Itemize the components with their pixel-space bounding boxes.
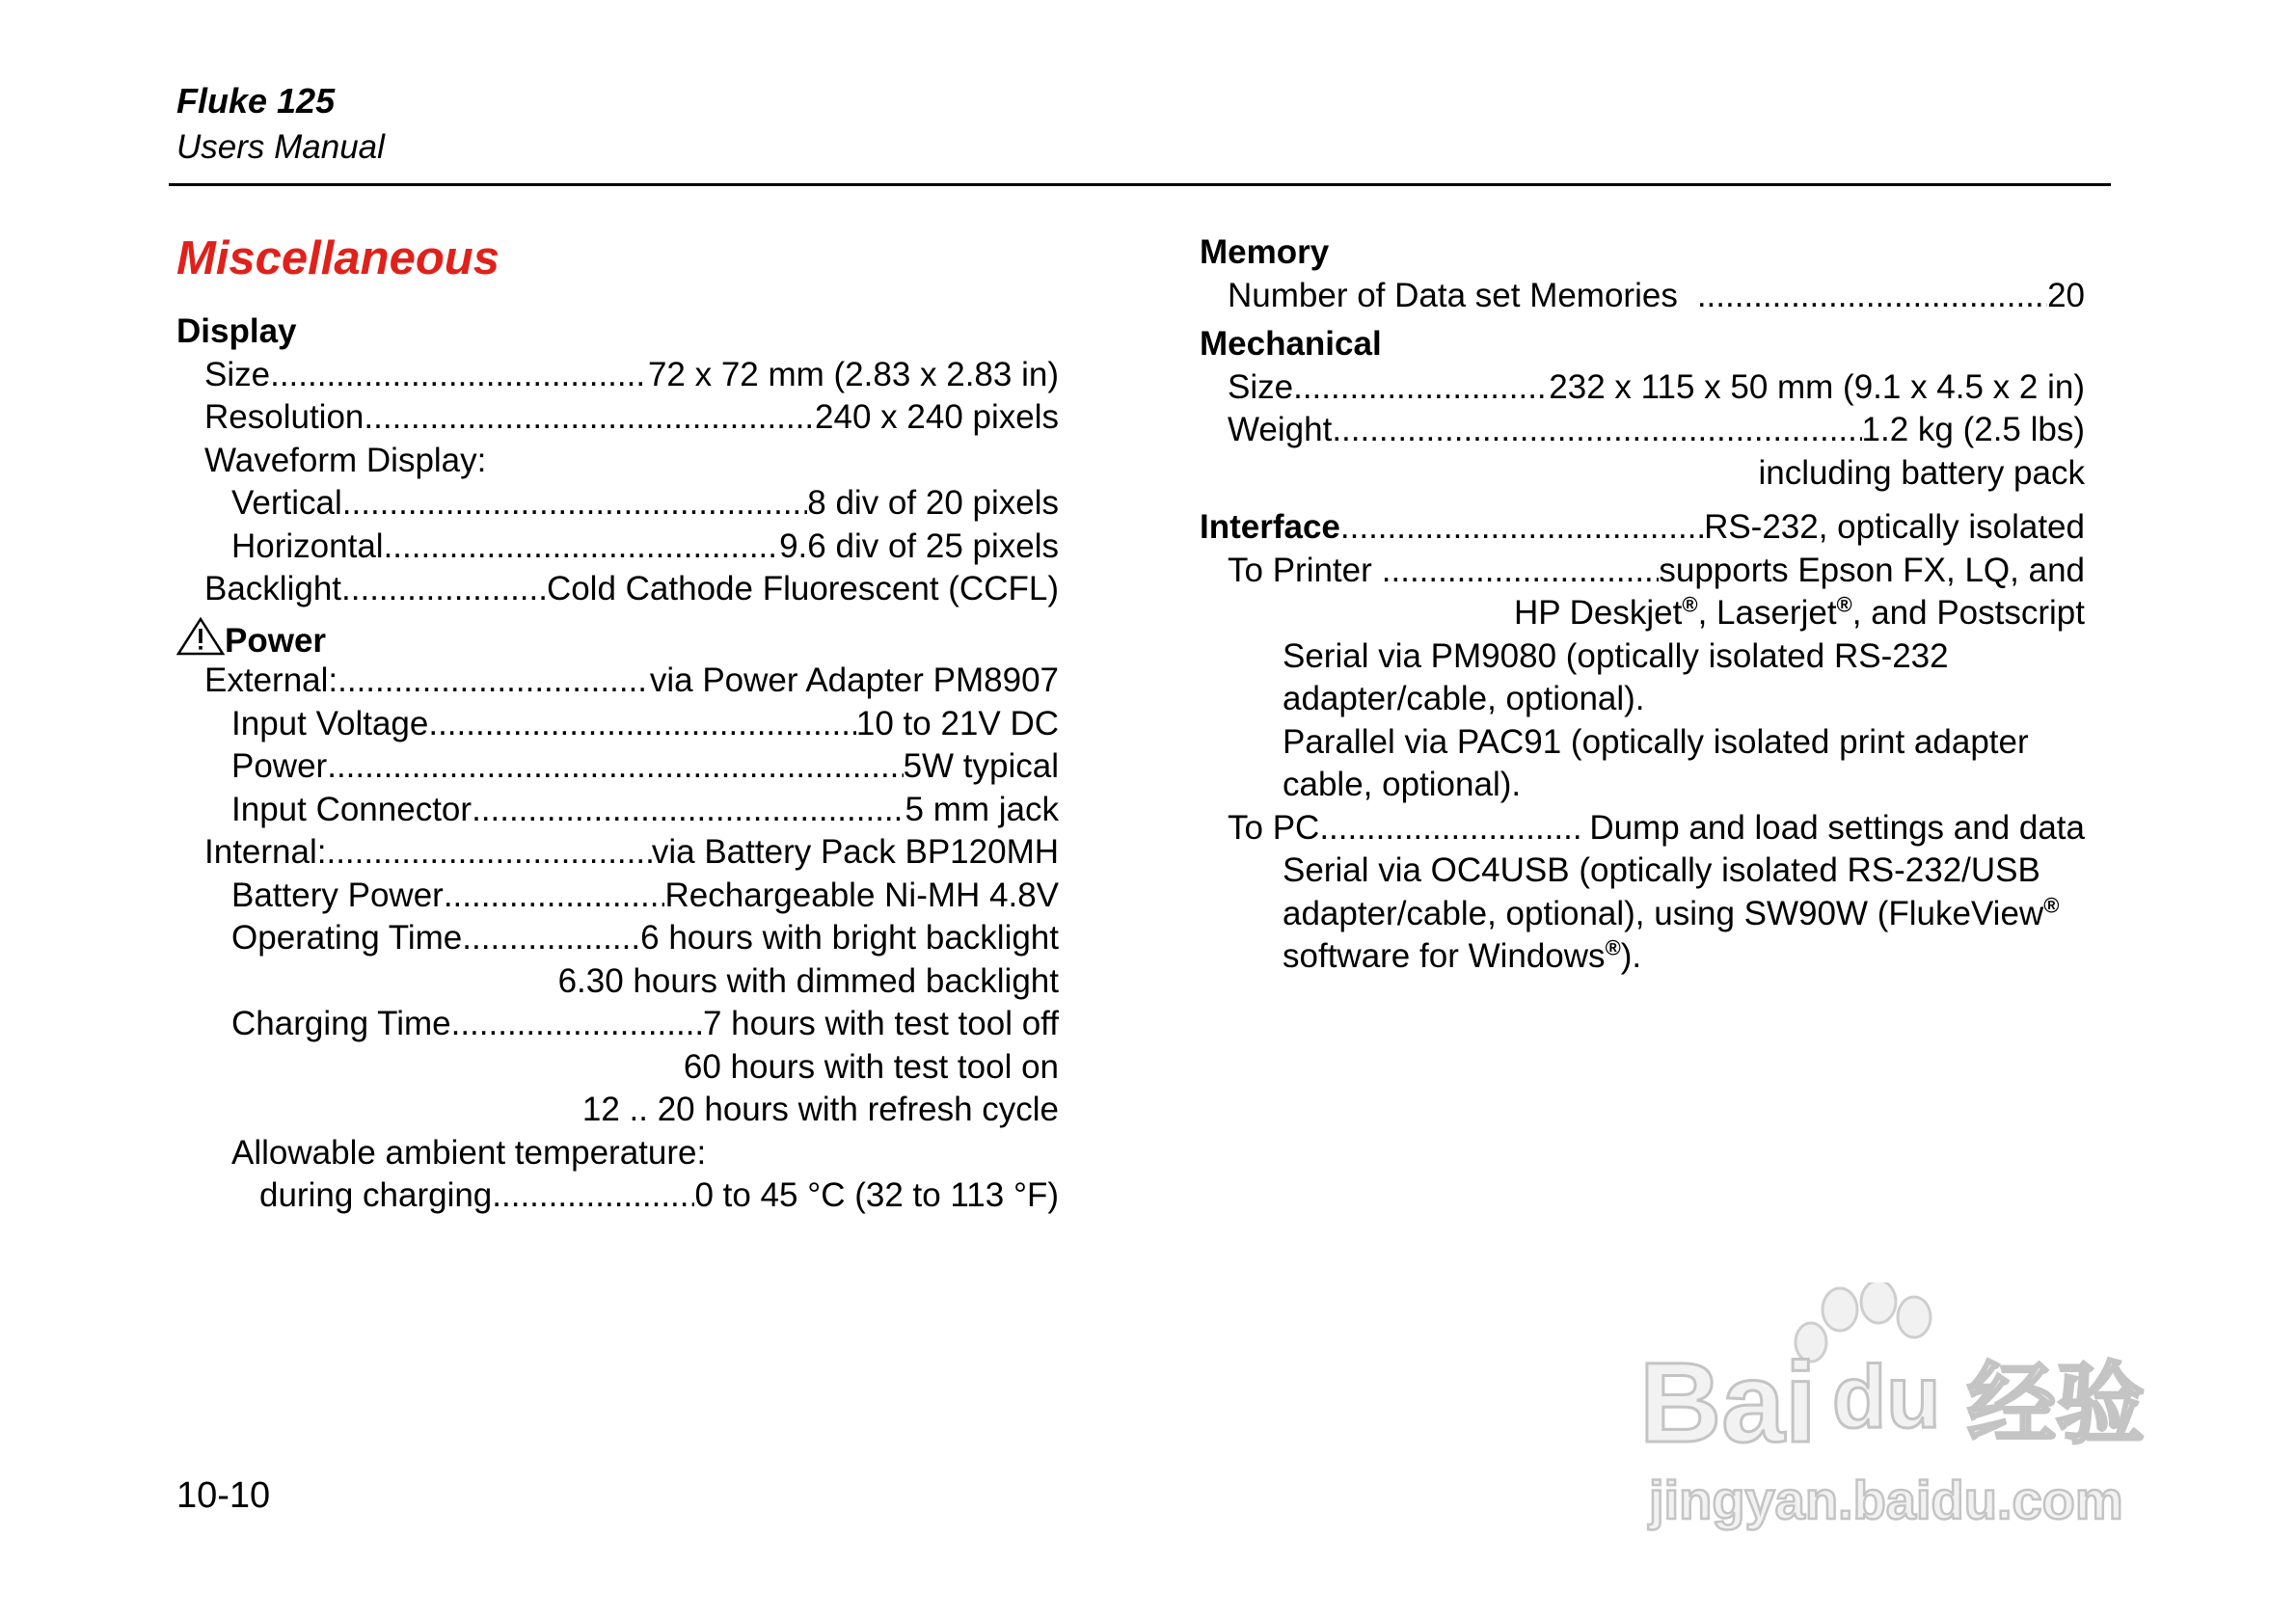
spec-continuation: including battery pack (1758, 453, 2085, 492)
spec-row-interface (1200, 506, 2085, 550)
leader-dots (492, 1174, 694, 1218)
spec-continuation: 6.30 hours with dimmed backlight (557, 961, 1059, 1000)
spec-value: 8 div of 20 pixels (807, 484, 1059, 522)
right-column (1200, 231, 2085, 979)
serial-oc4usb-text: adapter/cable, optional), using SW90W (FlukeView (1283, 894, 2044, 932)
spec-row-input-voltage (176, 703, 1059, 746)
spec-label: Weight (1228, 411, 1333, 448)
leader-dots (462, 917, 640, 960)
header-product-title: Fluke 125 (176, 81, 336, 121)
paw-toe-icon (1823, 1288, 1857, 1331)
spec-row-display-size (176, 354, 1059, 397)
spec-label: Resolution (204, 398, 365, 436)
watermark-brand-bai: Bai (1639, 1339, 1817, 1467)
spec-value: 240 x 240 pixels (815, 398, 1059, 436)
spec-label: To PC (1228, 808, 1320, 847)
spec-row-horizontal (176, 526, 1059, 569)
spec-value: 7 hours with test tool off (702, 1005, 1059, 1042)
spec-row-vertical (176, 482, 1059, 526)
serial-oc4usb-text: software for Windows (1283, 937, 1606, 975)
parallel-pac91-line-2: cable, optional). (1283, 766, 1522, 803)
spec-row-resolution (176, 396, 1059, 440)
spec-label: Backlight (204, 570, 342, 607)
registered-mark: ® (1605, 935, 1621, 960)
leader-dots (444, 875, 665, 918)
spec-continuation: 12 .. 20 hours with refresh cycle (581, 1091, 1059, 1128)
spec-row-external (176, 660, 1059, 703)
spec-value: RS-232, optically isolated (1704, 508, 2085, 546)
power-heading-row (176, 617, 1059, 661)
watermark-url: jingyan.baidu.com (1649, 1470, 2123, 1530)
leader-dots (327, 745, 903, 789)
serial-oc4usb-line-3 (1200, 935, 2085, 979)
registered-mark: ® (1836, 592, 1852, 617)
spec-label: Power (231, 747, 328, 785)
spec-value: supports Epson FX, LQ, and (1659, 551, 2085, 589)
leader-dots (1382, 550, 1660, 593)
spec-label: Internal: (204, 833, 327, 871)
spec-label: Size (1228, 367, 1294, 406)
spec-value: 5 mm jack (905, 790, 1059, 828)
spec-label: Size (204, 355, 271, 393)
spec-value: 9.6 div of 25 pixels (779, 526, 1059, 565)
spec-row-backlight (176, 568, 1059, 611)
leader-dots (384, 526, 780, 569)
text-laserjet: , Laserjet (1697, 594, 1837, 632)
spec-row-battery-power (176, 875, 1059, 918)
baidu-watermark-logo (1630, 1282, 2189, 1543)
memory-heading: Memory (1200, 233, 1330, 271)
parallel-pac91-line-1: Parallel via PAC91 (optically isolated print adapter (1283, 722, 2029, 761)
text-postscript: , and Postscript (1851, 594, 2085, 632)
spec-value: 5W typical (903, 747, 1059, 785)
ambient-temperature-label: Allowable ambient temperature: (231, 1133, 707, 1172)
spec-row-operating-time (176, 917, 1059, 960)
printer-brands-line (1200, 592, 2085, 635)
leader-dots (451, 1003, 703, 1046)
paw-toe-icon (1898, 1297, 1931, 1337)
leader-dots (326, 831, 651, 875)
header-rule (169, 183, 2111, 186)
warning-triangle-icon (176, 617, 225, 656)
registered-mark: ® (1682, 592, 1698, 617)
spec-row-input-connector (176, 789, 1059, 832)
spec-row-during-charging (176, 1174, 1059, 1218)
spec-label: Battery Power (231, 876, 444, 914)
spec-label: Number of Data set Memories (1228, 276, 1678, 314)
leader-dots (270, 354, 648, 397)
registered-mark: ® (2043, 892, 2060, 917)
spec-continuation: 60 hours with test tool on (683, 1047, 1059, 1086)
leader-dots (341, 568, 547, 611)
leader-dots (338, 660, 650, 703)
power-heading: Power (225, 621, 327, 660)
spec-label: Vertical (231, 484, 342, 522)
serial-oc4usb-line-2 (1200, 893, 2085, 936)
spec-value: 232 x 115 x 50 mm (9.1 x 4.5 x 2 in) (1549, 367, 2085, 406)
leader-dots (1332, 409, 1861, 452)
leader-dots (428, 703, 856, 746)
spec-row-mechanical-size (1200, 366, 2085, 410)
spec-label: during charging (259, 1176, 493, 1214)
leader-dots (472, 789, 905, 832)
leader-dots (1697, 275, 2047, 318)
spec-value: 0 to 45 °C (32 to 113 °F) (694, 1176, 1059, 1214)
spec-label: External: (204, 661, 338, 699)
spec-value: Dump and load settings and data (1589, 808, 2085, 847)
spec-value: 72 x 72 mm (2.83 x 2.83 in) (647, 355, 1059, 393)
display-heading: Display (176, 312, 297, 350)
paw-toe-icon (1861, 1282, 1896, 1323)
spec-row-to-pc (1200, 807, 2085, 850)
spec-value: Rechargeable Ni-MH 4.8V (664, 876, 1059, 914)
spec-label: Input Voltage (231, 704, 429, 742)
spec-label: Operating Time (231, 919, 463, 957)
text-hp-deskjet: HP Deskjet (1513, 594, 1683, 632)
leader-dots (1340, 506, 1704, 550)
header-manual-subtitle: Users Manual (176, 128, 385, 166)
spec-value: 10 to 21V DC (855, 704, 1059, 742)
spec-value: 6 hours with bright backlight (640, 919, 1059, 957)
section-title: Miscellaneous (176, 232, 500, 284)
waveform-display-label: Waveform Display: (204, 441, 487, 479)
spec-row-data-set-memories (1200, 275, 2085, 318)
spec-row-weight (1200, 409, 2085, 452)
leader-dots (364, 396, 815, 440)
spec-label: Horizontal (231, 526, 384, 565)
spec-row-charging-time (176, 1003, 1059, 1046)
spec-label: To Printer (1228, 551, 1372, 589)
spec-label: Charging Time (231, 1005, 451, 1042)
spec-value: via Battery Pack BP120MH (651, 833, 1059, 871)
spec-label: Input Connector (231, 790, 473, 828)
leader-dots (1319, 807, 1581, 850)
spec-value: 20 (2047, 276, 2085, 314)
mechanical-heading: Mechanical (1200, 325, 1382, 363)
watermark-brand-du: du (1832, 1348, 1941, 1446)
serial-pm9080-line-2: adapter/cable, optional). (1283, 680, 1645, 717)
left-column (176, 310, 1059, 1218)
spec-row-internal (176, 831, 1059, 875)
spec-value: via Power Adapter PM8907 (649, 661, 1059, 699)
leader-dots (1293, 366, 1549, 410)
page-number: 10-10 (176, 1475, 271, 1516)
spec-value: 1.2 kg (2.5 lbs) (1861, 411, 2085, 448)
serial-pm9080-line-1: Serial via PM9080 (optically isolated RS-232 (1283, 636, 1949, 675)
serial-oc4usb-end: ). (1620, 937, 1642, 975)
watermark-brand-cn: 经验 (1967, 1353, 2146, 1456)
serial-oc4usb-line-1: Serial via OC4USB (optically isolated RS-232/USB (1283, 851, 2040, 889)
leader-dots (342, 482, 808, 526)
spec-row-to-printer (1200, 550, 2085, 593)
spec-row-power (176, 745, 1059, 789)
spec-value: Cold Cathode Fluorescent (CCFL) (546, 570, 1059, 607)
interface-heading: Interface (1200, 508, 1340, 546)
